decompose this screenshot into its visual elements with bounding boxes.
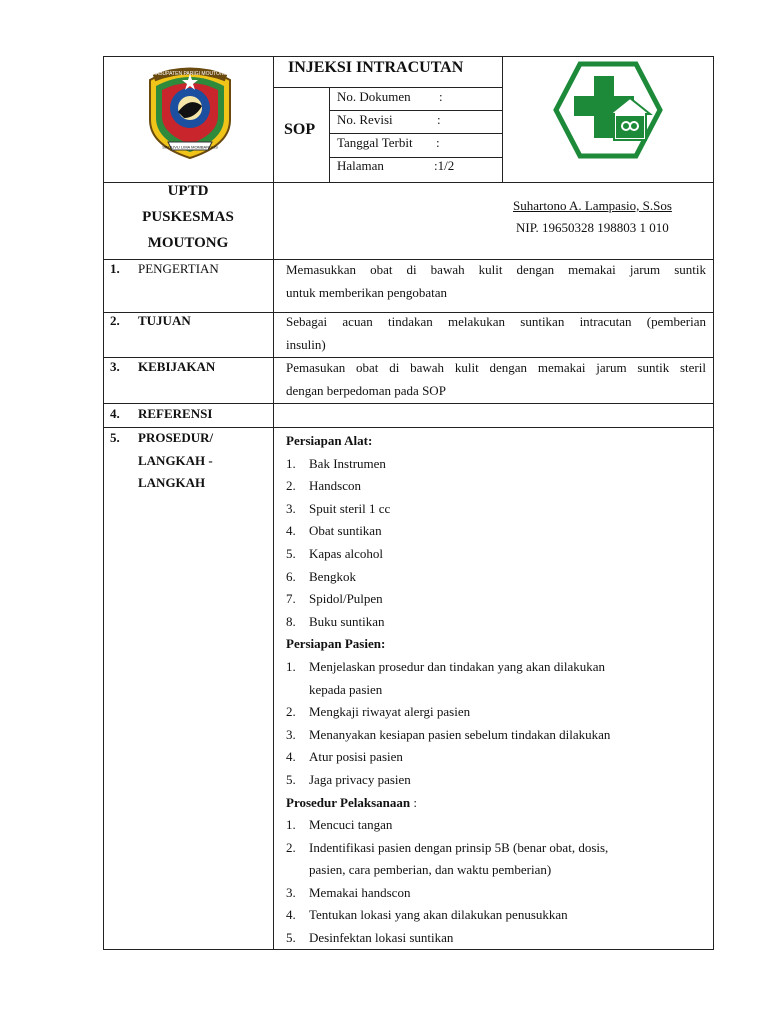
section-number: 3. xyxy=(110,359,120,374)
signer-nip: NIP. 19650328 198803 1 010 xyxy=(516,220,669,235)
svg-text:SINTUVU LIMA MOMBANGUS: SINTUVU LIMA MOMBANGUS xyxy=(162,144,218,150)
list-item: 1. Bak Instrumen xyxy=(286,455,386,471)
regency-seal-logo xyxy=(140,60,240,160)
svg-text:KABUPATEN PARIGI MOUTONG: KABUPATEN PARIGI MOUTONG xyxy=(152,71,228,77)
section-label: REFERENSI xyxy=(138,406,213,421)
issue-date-label: Tanggal Terbit xyxy=(337,135,413,150)
divider xyxy=(329,87,330,182)
section-label: KEBIJAKAN xyxy=(138,359,216,374)
sop-title: INJEKSI INTRACUTAN xyxy=(288,59,464,76)
divider xyxy=(502,56,503,182)
sop-label: SOP xyxy=(284,121,316,138)
puskesmas-logo xyxy=(552,60,664,160)
issue-date-value: : xyxy=(436,135,440,150)
revision-value: : xyxy=(437,112,441,127)
list-item: 5. Jaga privacy pasien xyxy=(286,771,411,787)
list-item: 4. Tentukan lokasi yang akan dilakukan penusukkan xyxy=(286,907,568,923)
divider xyxy=(273,56,274,950)
doc-number-label: No. Dokumen xyxy=(337,89,411,104)
alat-heading: Persiapan Alat: xyxy=(286,433,373,448)
list-item: 4. Obat suntikan xyxy=(286,523,382,539)
section-content: Memasukkan obat di bawah kulit dengan memakai jarum suntik untuk memberikan pengobatan xyxy=(286,262,706,300)
section-label: PENGERTIAN xyxy=(138,261,219,276)
section-number: 1. xyxy=(110,261,120,276)
list-item: 8. Buku suntikan xyxy=(286,613,385,629)
list-item: 2. Handscon xyxy=(286,478,361,494)
pelaksanaan-heading: Prosedur Pelaksanaan : xyxy=(286,794,417,810)
regency-seal-icon xyxy=(140,60,240,160)
pasien-heading: Persiapan Pasien: xyxy=(286,636,386,652)
section-content: Pemasukan obat di bawah kulit dengan memakai jarum suntik steril dengan berpedoman pada SOP xyxy=(286,360,706,398)
section-label: PROSEDUR/ LANGKAH - LANGKAH xyxy=(138,430,214,491)
puskesmas-cross-icon xyxy=(552,60,664,160)
list-item: kepada pasien xyxy=(309,681,383,697)
signer-name: Suhartono A. Lampasio, S.Sos xyxy=(513,198,672,213)
list-item: 2. Mengkaji riwayat alergi pasien xyxy=(286,704,471,720)
procedure-list xyxy=(286,430,706,950)
org-name: UPTD PUSKESMAS MOUTONG xyxy=(142,183,234,251)
section-content: Sebagai acuan tindakan melakukan suntikan intracutan (pemberian insulin) xyxy=(286,314,706,352)
revision-label: No. Revisi xyxy=(337,112,393,127)
list-item: 4. Atur posisi pasien xyxy=(286,749,403,765)
list-item: 3. Memakai handscon xyxy=(286,884,411,900)
doc-number-value: : xyxy=(439,89,443,104)
list-item: 6. Bengkok xyxy=(286,568,356,584)
page-label: Halaman xyxy=(337,158,384,173)
list-item: 1. Menjelaskan prosedur dan tindakan yang akan dilakukan xyxy=(286,658,606,674)
list-item: 7. Spidol/Pulpen xyxy=(286,591,383,607)
list-item: 5. Kapas alcohol xyxy=(286,545,384,561)
list-item: 5. Desinfektan lokasi suntikan xyxy=(286,930,454,946)
list-item: 1. Mencuci tangan xyxy=(286,817,393,833)
list-item: pasien, cara pemberian, dan waktu pemberian) xyxy=(309,862,552,878)
section-number: 2. xyxy=(110,313,120,328)
section-number: 5. xyxy=(110,430,120,445)
list-item: 2. Indentifikasi pasien dengan prinsip 5B (benar obat, dosis, xyxy=(286,839,609,855)
list-item: 3. Spuit steril 1 cc xyxy=(286,500,391,516)
section-label: TUJUAN xyxy=(138,313,191,328)
section-number: 4. xyxy=(110,406,120,421)
page-value: :1/2 xyxy=(434,158,455,173)
list-item: 3. Menanyakan kesiapan pasien sebelum tindakan dilakukan xyxy=(286,726,611,742)
